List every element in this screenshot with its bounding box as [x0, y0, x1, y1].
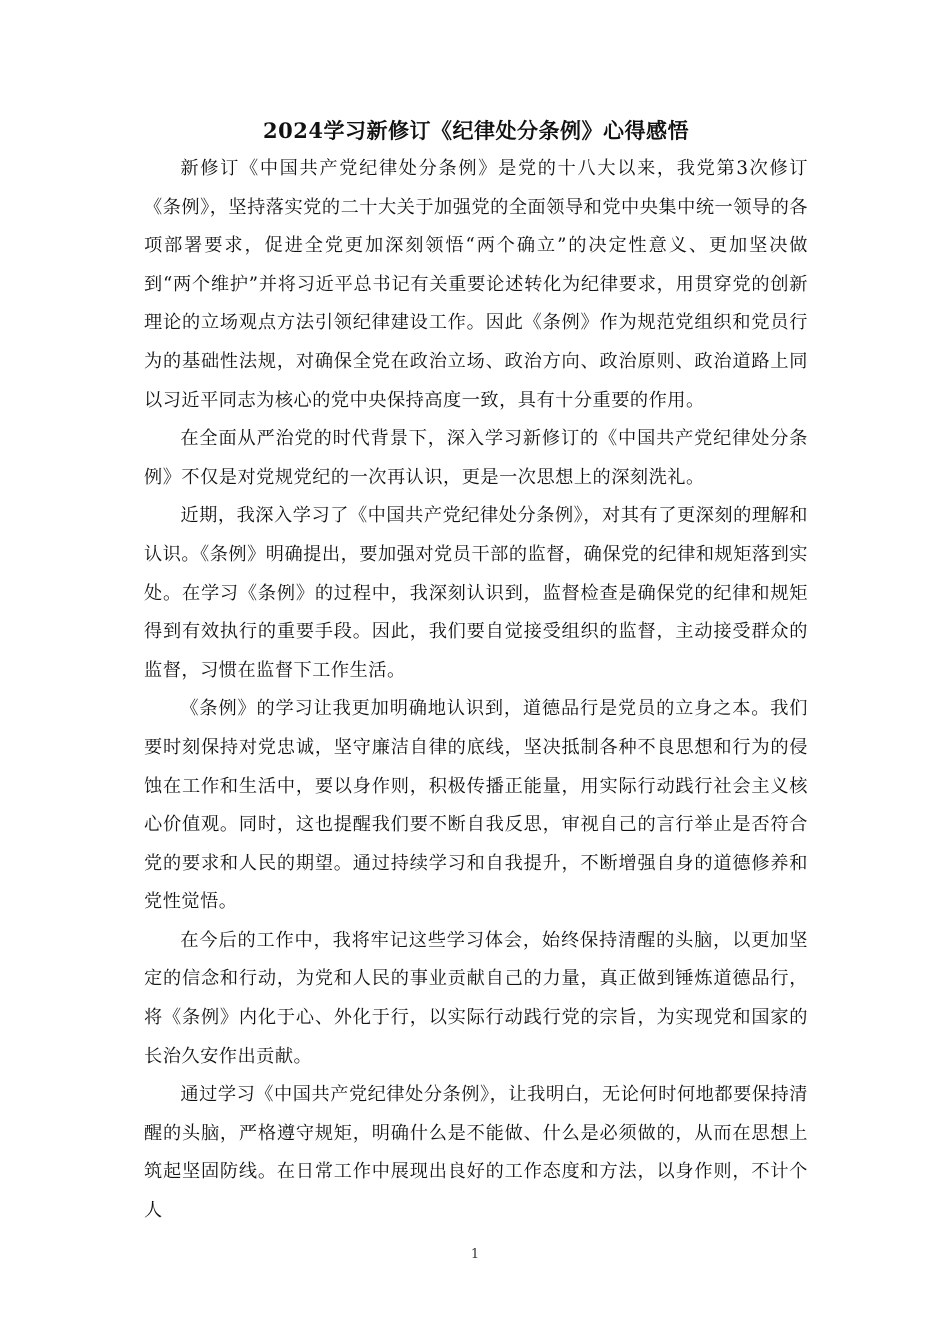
page-number: 1	[470, 1247, 480, 1262]
paragraph-4: 《条例》的学习让我更加明确地认识到，道德品行是党员的立身之本。我们要时刻保持对党忠诚，坚守廉洁自律的底线，坚决抵制各种不良思想和行为的侵蚀在工作和生活中，要以身作则，积极传播正能量，用实际行动践行社会主义核心价值观。同时，这也提醒我们要不断自我反思，审视自己的言行举止是否符合党的要求和人民的期望。通过持续学习和自我提升，不断增强自身的道德修养和党性觉悟。	[144, 698, 808, 913]
paragraph-3: 近期，我深入学习了《中国共产党纪律处分条例》，对其有了更深刻的理解和认识。《条例》明确提出，要加强对党员干部的监督，确保党的纪律和规矩落到实处。在学习《条例》的过程中，我深刻认识到，监督检查是确保党的纪律和规矩得到有效执行的重要手段。因此，我们要自觉接受组织的监督，主动接受群众的监督，习惯在监督下工作生活。	[144, 505, 808, 681]
document-title: 2024学习新修订《纪律处分条例》心得感悟	[263, 118, 689, 143]
paragraph-1: 新修订《中国共产党纪律处分条例》是党的十八大以来，我党第3次修订《条例》，坚持落实党的二十大关于加强党的全面领导和党中央集中统一领导的各项部署要求，促进全党更加深刻领悟“两个确立”的决定性意义、更加坚决做到“两个维护”并将习近平总书记有关重要论述转化为纪律要求，用贯穿党的创新理论的立场观点方法引领纪律建设工作。因此《条例》作为规范党组织和党员行为的基础性法规，对确保全党在政治立场、政治方向、政治原则、政治道路上同以习近平同志为核心的党中央保持高度一致，具有十分重要的作用。	[144, 158, 808, 411]
paragraph-5: 在今后的工作中，我将牢记这些学习体会，始终保持清醒的头脑，以更加坚定的信念和行动，为党和人民的事业贡献自己的力量，真正做到锤炼道德品行，将《条例》内化于心、外化于行，以实际行动践行党的宗旨，为实现党和国家的长治久安作出贡献。	[144, 929, 808, 1067]
paragraph-2: 在全面从严治党的时代背景下，深入学习新修订的《中国共产党纪律处分条例》不仅是对党规党纪的一次再认识，更是一次思想上的深刻洗礼。	[144, 428, 808, 488]
paragraph-6: 通过学习《中国共产党纪律处分条例》，让我明白，无论何时何地都要保持清醒的头脑，严格遵守规矩，明确什么是不能做、什么是必须做的，从而在思想上筑起坚固防线。在日常工作中展现出良好的工作态度和方法，以身作则，不计个人	[144, 1084, 808, 1222]
document-body	[144, 112, 808, 1231]
